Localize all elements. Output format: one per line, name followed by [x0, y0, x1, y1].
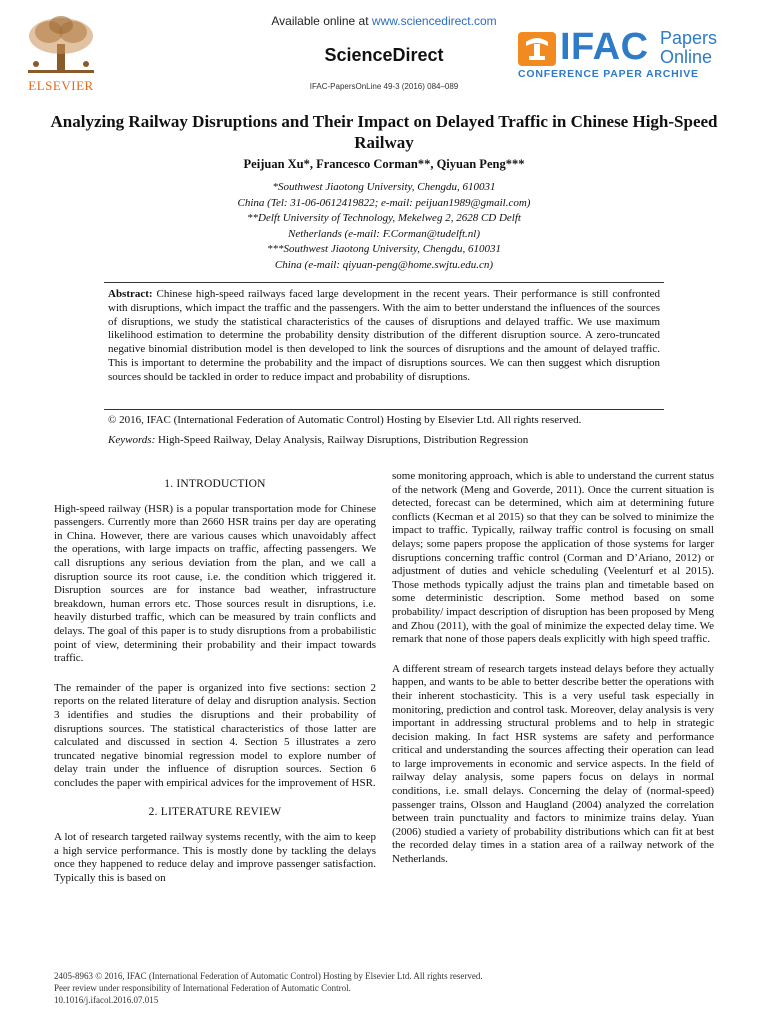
affiliation-line: *Southwest Jiaotong University, Chengdu, 610031	[272, 181, 496, 193]
ifac-archive-text: CONFERENCE PAPER ARCHIVE	[518, 68, 699, 80]
sciencedirect-wordmark[interactable]: ScienceDirect	[324, 45, 444, 65]
affiliation-line: Netherlands (e-mail: F.Corman@tudelft.nl)	[287, 227, 480, 240]
affiliation-line: **Delft University of Technology, Mekelweg 2, 2628 CD Delft	[247, 212, 521, 224]
body-paragraph: A lot of research targeted railway systems recently, with the aim to keep a high service performance. This is mostly done by tackling the delays once they happened to reduce delay and improve passenger satisfaction. Typically this is based on	[54, 831, 376, 884]
available-prefix: Available online at	[271, 14, 372, 28]
abstract-text: Chinese high-speed railways faced large development in the recent years. Their performance is still confronted with disruptions, which impact the traffic and the passengers. With the aim to better understand the influences of the sources of disruptions, we study the statistical characteristics of the causes of disruptions and delayed traffic. We use maximum likelihood estimation to determine the probability density distribution of the different disruption source. A zero-truncated negative binomial distribution model is then developed to link the sources of disruptions and the amount of delayed traffic. This is important to determine the probability and the impact of disruptions sources. We can then suggest which disruption sources should be tackled in order to reduce impact and probability of disruptions.	[108, 288, 660, 383]
copyright-notice: © 2016, IFAC (International Federation of Automatic Control) Hosting by Elsevier Ltd. All rights reserved.	[108, 414, 582, 426]
elsevier-wordmark: ELSEVIER	[28, 78, 94, 93]
abstract-label: Abstract:	[108, 288, 153, 300]
body-paragraph: A different stream of research targets instead delays before they actually happen, and wants to be able to better describe better the operations with their inherent stochasticity. This is a very useful task especially in monitoring, prediction and control task. Moreover, delay analysis is very important in addressing structural problems and to help in strategic decision making. In fact HSR systems are safety and performance critical and understanding the sources affecting their operation can lead to large improvements in economic and service aspects. In the field of railway delay analysis, some papers focus on delays in normal conditions, i.e. small delays. Concerning the delay of (normal-speed) passenger trains, Olsson and Haugland (2004) analyzed the correlation between train punctuality and factors to minimize trains delay. Yuan (2006) studied a variety of probability distributions which can fit at best the recorded delay times in a station area of a railway network of the Netherlands.	[392, 662, 714, 866]
body-paragraph: some monitoring approach, which is able to understand the current status of the network (Meng and Goverde, 2011). Once the current situation is detected, forecast can be determined, which aim at determining future conflicts (Kecman et al 2015) so that they can be solved to minimize the impact to traffic. Typically, railway traffic control is focusing on small delays; some papers propose the application of those systems for larger disruptions concerning traffic control (Corman and D’Ariano, 2012) or adjustment of duties and vehicle scheduling (Veelenturf et al 2015). Those methods typically adjust the trains plan and timetable based on some deterministic description. Some method based on some probability/ impact description of disruption has been proposed by Meng and Zhou (2011), with the goal of minimize the expected delay time. We remark that none of those papers deals explicitly with high speed traffic.	[392, 470, 714, 646]
abstract-box	[104, 282, 664, 410]
keywords-label: Keywords:	[108, 434, 156, 446]
right-column	[392, 470, 714, 876]
author-list: Peijuan Xu*, Francesco Corman**, Qiyuan Peng***	[243, 157, 525, 171]
affiliation-line: ***Southwest Jiaotong University, Chengdu, 610031	[266, 243, 502, 255]
ifac-online-text: Online	[660, 47, 713, 67]
affiliation-line: China (Tel: 31-06-0612419822; e-mail: peijuan1989@gmail.com)	[237, 196, 531, 209]
left-column	[54, 478, 376, 894]
ifac-emblem-icon	[518, 32, 556, 66]
keywords-text: High-Speed Railway, Delay Analysis, Railway Disruptions, Distribution Regression	[155, 434, 529, 446]
keywords	[108, 434, 668, 446]
footer-doi[interactable]: 10.1016/j.ifacol.2016.07.015	[54, 995, 159, 1005]
abstract	[108, 288, 660, 385]
sciencedirect-link[interactable]: www.sciencedirect.com	[371, 14, 497, 28]
affiliations	[0, 180, 768, 273]
section-heading-literature-review: 2. LITERATURE REVIEW	[148, 806, 282, 819]
section-heading-introduction: 1. INTRODUCTION	[164, 478, 266, 490]
body-paragraph: The remainder of the paper is organized into five sections: section 2 reports on the related literature of delay and disruption analysis. Section 3 identifies and studies the disruptions and their probability of disruptions sources. The statistical characteristics of those latter are calculated and discussed in section 4. Section 5 illustrates a zero truncated negative binomial regression model to explore number of delay train under the influence of disruption sources. Section 6 concludes the paper with empirical advices for the improvement of HSR.	[54, 681, 376, 789]
page-footer	[54, 970, 714, 1006]
journal-citation: IFAC-PapersOnLine 49-3 (2016) 084–089	[309, 82, 459, 91]
footer-peer-review: Peer review under responsibility of International Federation of Automatic Control.	[54, 983, 351, 993]
ifac-papersonline-logo[interactable]	[518, 24, 724, 86]
ifac-papers-text: Papers	[660, 28, 718, 48]
paper-title: Analyzing Railway Disruptions and Their Impact on Delayed Traffic in Chinese High-Speed Railway	[50, 112, 718, 152]
footer-issn-copyright: 2405-8963 © 2016, IFAC (International Federation of Automatic Control) Hosting by Elsevier Ltd. All rights reserved.	[54, 971, 483, 981]
affiliation-line: China (e-mail: qiyuan-peng@home.swjtu.edu.cn)	[274, 258, 494, 271]
body-paragraph: High-speed railway (HSR) is a popular transportation mode for Chinese passengers. Currently more than 2660 HSR trains per day are operating in China. However, there are various causes which unavoidably affect the operations, with large impacts on traffic, affecting passengers. We call disruptions any serious deviation from the plan, and we call a disruption source its root cause, i.e. the condition which triggered it. Disruption sources are for instance bad weather, infrastructure breakdown, human errors etc. Those sources result in disruptions, i.e. heavily disturbed traffic, which can be measured by train conflicts and delays. The goal of this paper is to study disruptions from a probabilistic point of view, determining their probability and their impact towards traffic.	[54, 502, 376, 665]
ifac-wordmark: IFAC	[560, 26, 649, 68]
